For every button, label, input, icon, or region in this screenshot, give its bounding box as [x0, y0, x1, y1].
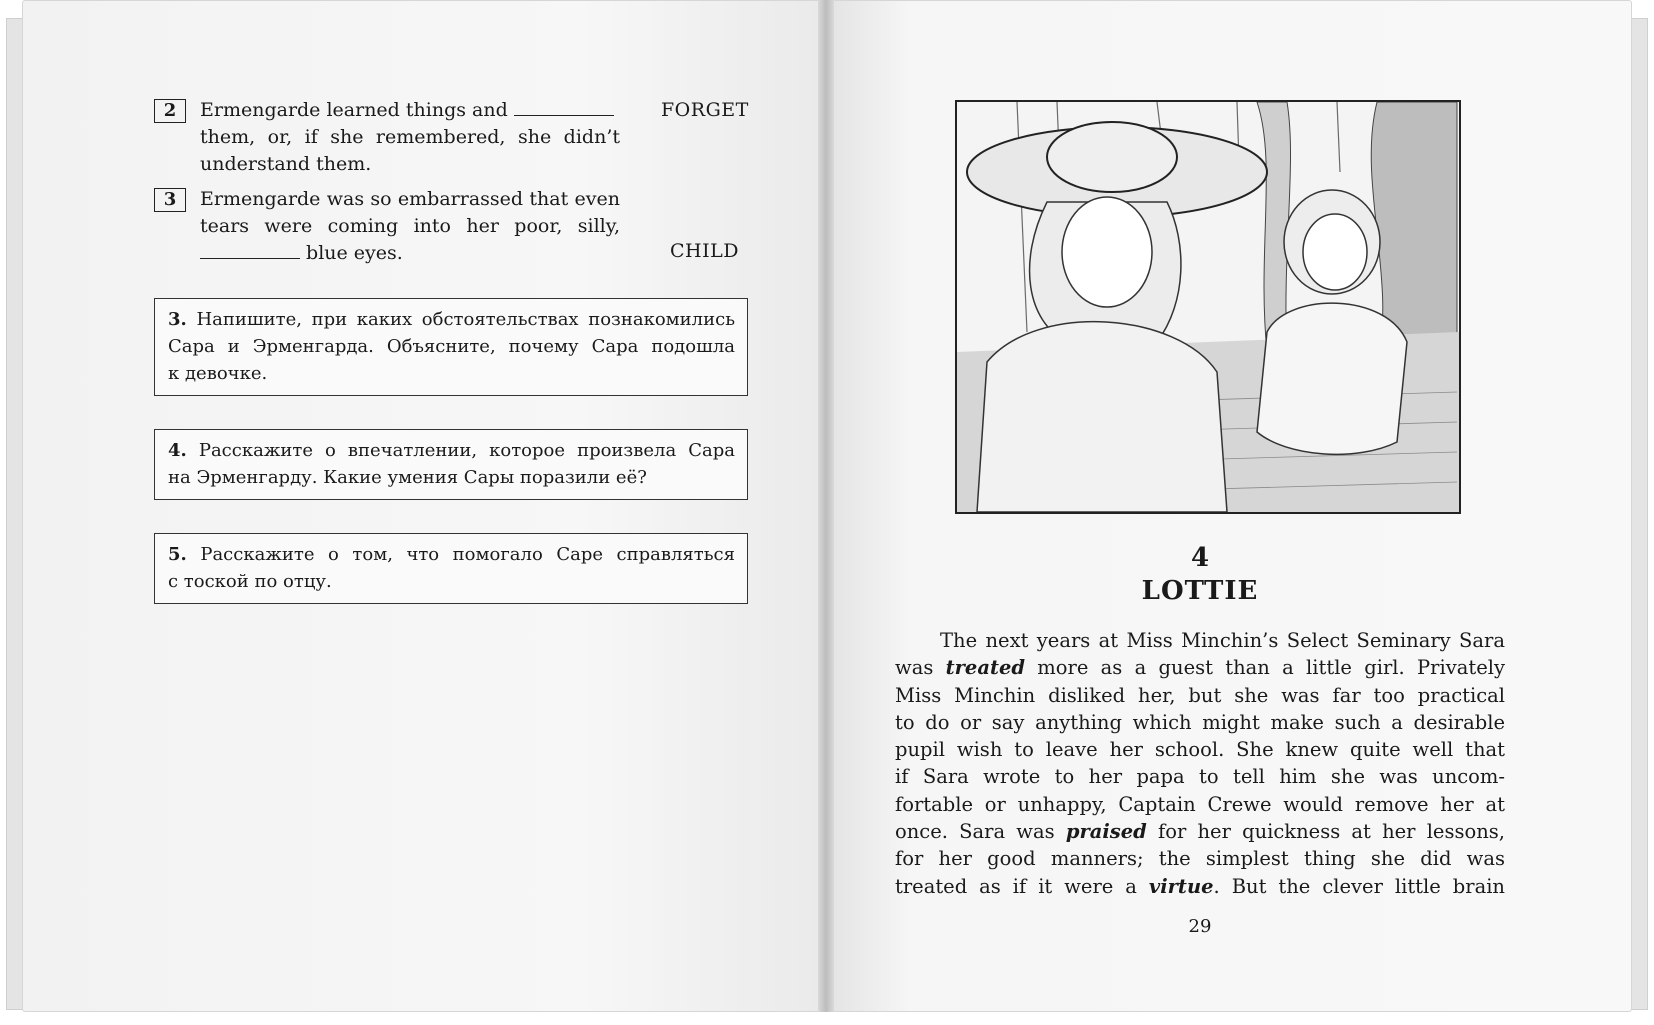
exercise-text: [200, 186, 620, 267]
task-line: к девочке.: [168, 363, 268, 384]
body-line: if Sara wrote to her papa to tell him she was uncom-: [895, 765, 1505, 789]
chapter-number: 4: [1190, 543, 1210, 573]
exercise-line: Ermengarde was so embarrassed that even: [200, 188, 620, 210]
emphasized-word: praised: [1065, 820, 1147, 844]
task-number: 3.: [168, 309, 187, 330]
illustration-drawing: [957, 102, 1459, 512]
body-line: pupil wish to leave her school. She knew quite well that: [895, 738, 1505, 762]
keyword-child: CHILD: [670, 240, 739, 262]
body-line: to do or say anything which might make such a desirable: [895, 710, 1505, 734]
girl-face-shape: [1062, 197, 1152, 307]
body-line: for her good manners; the simplest thing she did was: [895, 847, 1505, 871]
exercise-line: understand them.: [200, 153, 372, 175]
chapter-title: LOTTIE: [1141, 576, 1259, 606]
task-box-4: [154, 429, 748, 500]
exercise-number: 3: [154, 188, 186, 212]
task-line: на Эрменгарду. Какие умения Сары поразили её?: [168, 467, 647, 488]
answer-blank[interactable]: [514, 97, 614, 116]
chapter-illustration: [955, 100, 1461, 514]
body-line: The next years at Miss Minchin’s Select Seminary Sara: [940, 629, 1505, 652]
exercise-number: 2: [154, 99, 186, 123]
task-line: Расскажите о том, что помогало Саре справляться: [200, 544, 735, 565]
task-box-5: [154, 533, 748, 604]
task-line: Сара и Эрменгарда. Объясните, почему Сара подошла: [168, 336, 735, 357]
body-line: once. Sara was praised for her quickness at her lessons,: [895, 820, 1505, 844]
task-line: Расскажите о впечатлении, которое произвела Сара: [198, 440, 735, 461]
hat-crown-shape: [1047, 122, 1177, 192]
body-line: fortable or unhappy, Captain Crewe would remove her at: [895, 792, 1505, 816]
emphasized-word: virtue: [1148, 874, 1214, 898]
body-line: treated as if it were a virtue. But the clever little brain: [895, 874, 1505, 898]
book-spine: [818, 0, 834, 1012]
answer-blank[interactable]: [200, 240, 300, 259]
child-face-shape: [1303, 214, 1367, 290]
exercise-line: blue eyes.: [306, 242, 403, 264]
page-number: 29: [1188, 916, 1212, 937]
task-line: с тоской по отцу.: [168, 571, 332, 592]
exercise-text: [200, 97, 620, 178]
exercise-line: tears were coming into her poor, silly,: [200, 215, 620, 237]
task-number: 4.: [168, 440, 187, 461]
exercise-line: them, or, if she remembered, she didn’t: [200, 126, 620, 148]
chapter-body-text: [895, 627, 1505, 900]
keyword-forget: FORGET: [661, 99, 749, 121]
child-dress-shape: [1257, 303, 1407, 454]
emphasized-word: treated: [945, 656, 1025, 680]
body-line: Miss Minchin disliked her, but she was far too practical: [895, 683, 1505, 707]
exercise-line: Ermengarde learned things and: [200, 99, 508, 121]
task-line: Напишите, при каких обстоятельствах познакомились: [196, 309, 735, 330]
task-box-3: [154, 298, 748, 396]
girl-dress-shape: [977, 322, 1227, 512]
task-number: 5.: [168, 544, 187, 565]
body-line: was treated more as a guest than a little girl. Privately: [895, 656, 1505, 680]
